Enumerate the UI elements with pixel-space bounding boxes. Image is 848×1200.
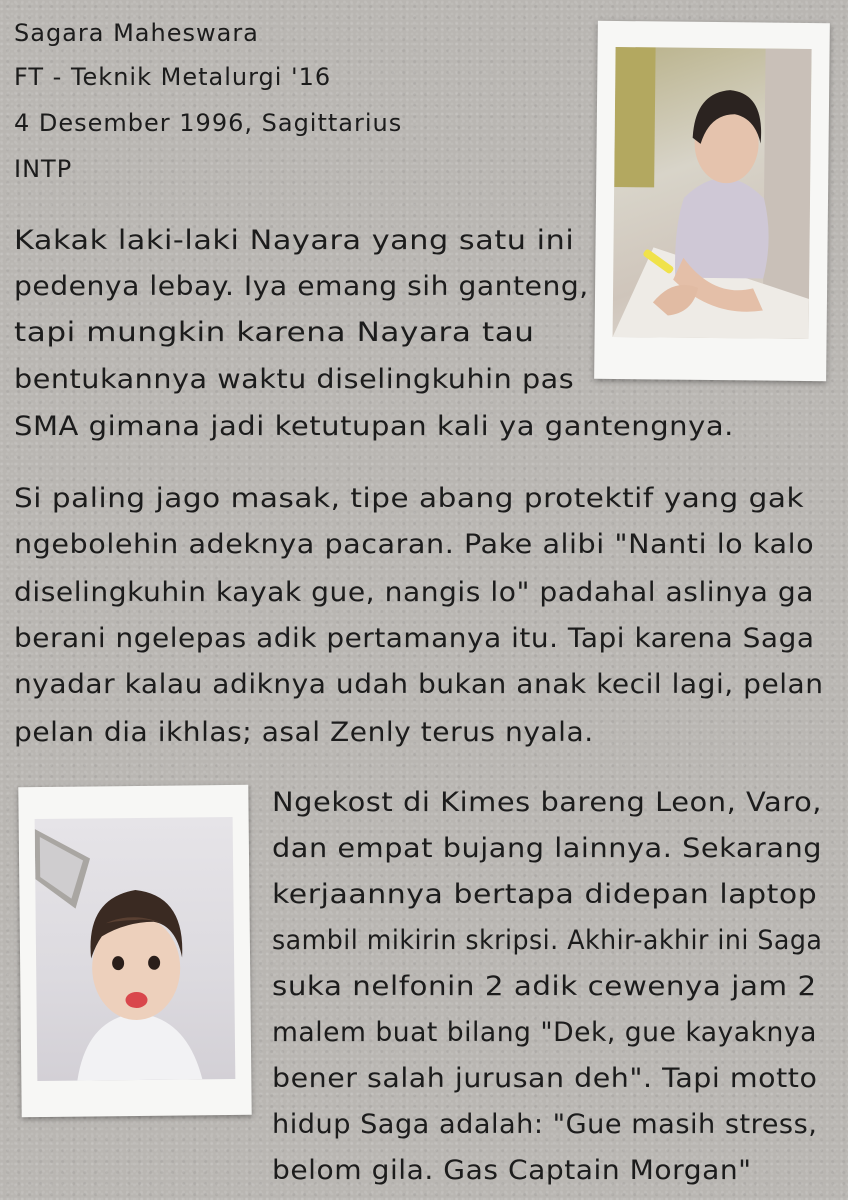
profile-name: Sagara Maheswara <box>14 19 259 47</box>
profile-faculty: FT - Teknik Metalurgi '16 <box>14 63 332 91</box>
photo-studying <box>613 47 812 339</box>
paragraph-line: tapi mungkin karena Nayara tau <box>14 317 535 348</box>
paragraph-line: ngebolehin adeknya pacaran. Pake alibi "Nanti lo kalo <box>14 529 815 560</box>
portrait-illustration <box>35 817 236 1081</box>
paragraph-line: malem buat bilang "Dek, gue kayaknya <box>272 1017 817 1048</box>
paragraph-line: dan empat bujang lainnya. Sekarang <box>272 833 823 864</box>
paragraph-line: Kakak laki-laki Nayara yang satu ini <box>14 225 575 256</box>
paragraph-line: diselingkuhin kayak gue, nangis lo" padahal aslinya ga <box>14 577 814 608</box>
paragraph-line: SMA gimana jadi ketutupan kali ya gantengnya. <box>14 411 734 442</box>
paragraph-line: pedenya lebay. Iya emang sih ganteng, <box>14 271 589 302</box>
portrait-illustration <box>613 47 812 339</box>
photo-pouting <box>35 817 236 1081</box>
paragraph-line: pelan dia ikhlas; asal Zenly terus nyala. <box>14 717 594 748</box>
profile-mbti: INTP <box>14 155 73 183</box>
paragraph-line: Si paling jago masak, tipe abang protektif yang gak <box>14 483 805 514</box>
paragraph-line: nyadar kalau adiknya udah bukan anak kecil lagi, pelan <box>14 669 824 700</box>
paragraph-line: kerjaannya bertapa didepan laptop <box>272 879 818 910</box>
paragraph-line: bener salah jurusan deh". Tapi motto <box>272 1063 818 1094</box>
paragraph-line: belom gila. Gas Captain Morgan" <box>272 1155 752 1186</box>
paragraph-line: berani ngelepas adik pertamanya itu. Tapi karena Saga <box>14 623 815 654</box>
polaroid-photo-top <box>594 21 830 381</box>
polaroid-photo-bottom <box>18 785 251 1117</box>
paragraph-line: suka nelfonin 2 adik cewenya jam 2 <box>272 971 817 1002</box>
paragraph-line: sambil mikirin skripsi. Akhir-akhir ini Saga <box>272 925 823 956</box>
paragraph-line: bentukannya waktu diselingkuhin pas <box>14 364 575 395</box>
paragraph-line: Ngekost di Kimes bareng Leon, Varo, <box>272 787 823 818</box>
paragraph-line: hidup Saga adalah: "Gue masih stress, <box>272 1109 818 1140</box>
profile-birth: 4 Desember 1996, Sagittarius <box>14 109 403 137</box>
